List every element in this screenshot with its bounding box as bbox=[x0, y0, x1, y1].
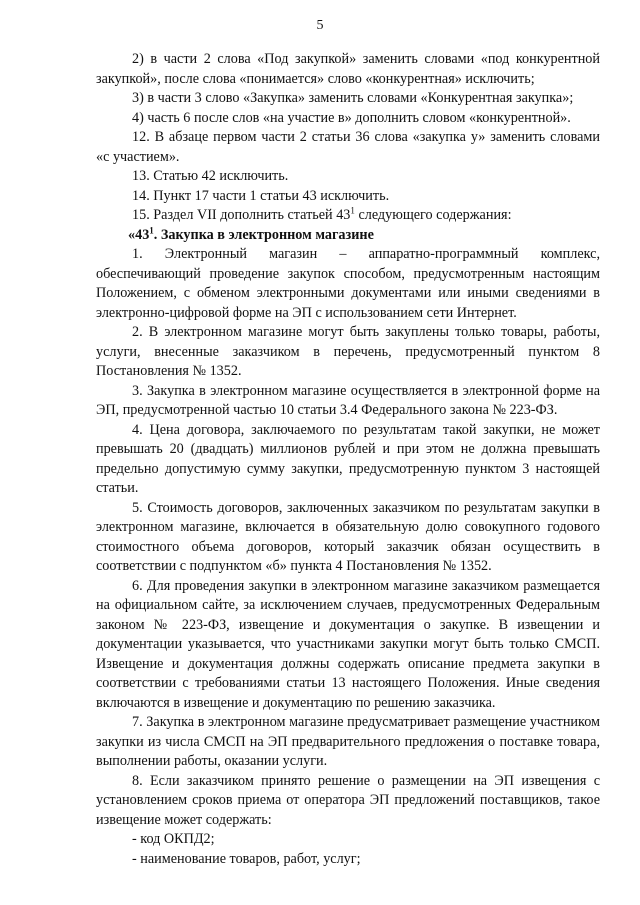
clause-4: 4. Цена договора, заключаемого по результатам такой закупки, не может превышать 20 (двадцать) миллионов рублей и при этом не должна превышать предельно допустимую сумму закупки, предусмотренную пунктом 3 настоящей статьи. bbox=[96, 421, 600, 496]
list-item: - код ОКПД2; bbox=[132, 831, 215, 847]
clause-5: 5. Стоимость договоров, заключенных заказчиком по результатам закупки в электронном магазине, включается в обязательную долю совокупного годового стоимостного объема договоров, который заказчик обязан осуществить в соответствии с подпунктом «б» пункта 4 Постановления № 1352. bbox=[96, 499, 600, 574]
clause-3: 3. Закупка в электронном магазине осуществляется в электронной форме на ЭП, предусмотренной частью 10 статьи 3.4 Федерального закона № 223-ФЗ. bbox=[96, 382, 600, 418]
list-item: - наименование товаров, работ, услуг; bbox=[132, 850, 361, 867]
page-number: 5 bbox=[316, 18, 324, 33]
paragraph-6: 14. Пункт 17 части 1 статьи 43 исключить. bbox=[132, 187, 390, 204]
clause-8: 8. Если заказчиком принято решение о размещении на ЭП извещения с установлением сроков приема от оператора ЭП предложений поставщиков, такое извещение может содержать: bbox=[96, 772, 600, 828]
article-superscript: 1 bbox=[149, 224, 154, 235]
paragraph-7 bbox=[96, 206, 600, 226]
paragraph-7-text: 15. Раздел VII дополнить статьей 43 bbox=[132, 207, 351, 223]
article-title-text: . Закупка в электронном магазине bbox=[153, 226, 374, 243]
paragraph-7-superscript: 1 bbox=[350, 205, 355, 216]
clause-7: 7. Закупка в электронном магазине предусматривает размещение участником закупки из числа СМСП на ЭП предварительного предложения о поставке товара, выполнении работы, оказании услуги. bbox=[96, 714, 600, 769]
document-body bbox=[96, 50, 600, 869]
paragraph-7-tail: следующего содержания: bbox=[354, 207, 512, 223]
clause-2: 2. В электронном магазине могут быть закуплены только товары, работы, услуги, внесенные заказчиком в перечень, предусмотренный пунктом 8 Постановления № 1352. bbox=[96, 324, 600, 379]
clause-6: 6. Для проведения закупки в электронном магазине заказчиком размещается на официальном сайте, за исключением случаев, предусмотренных Федеральным законом № 223-ФЗ, извещение и документация о закупке. В извещении и документации указывается, что участниками закупки могут быть только СМСП. Извещение и документация должны содержать описание предмета закупки в соответствии с требованиями статьи 13 настоящего Положения. Иные сведения включаются в извещение и документацию по решению заказчика. bbox=[96, 577, 600, 711]
paragraph-3: 4) часть 6 после слов «на участие в» дополнить словом «конкурентной». bbox=[132, 109, 571, 126]
paragraph-1: 2) в части 2 слова «Под закупкой» заменить словами «под конкурентной закупкой», после слова «понимается» слово «конкурентная» исключить; bbox=[96, 51, 600, 87]
paragraph-2: 3) в части 3 слово «Закупка» заменить словами «Конкурентная закупка»; bbox=[132, 90, 574, 106]
article-number: «43 bbox=[128, 226, 150, 243]
article-title bbox=[96, 226, 600, 246]
paragraph-5: 13. Статью 42 исключить. bbox=[132, 168, 289, 184]
paragraph-4: 12. В абзаце первом части 2 статьи 36 слова «закупка у» заменить словами «с участием». bbox=[96, 129, 600, 165]
clause-1: 1. Электронный магазин – аппаратно-программный комплекс, обеспечивающий проведение закупок способом, предусмотренным настоящим Положением, с обменом электронными документами или иными сведениями в электронно-цифровой форме на ЭП с использованием сети Интернет. bbox=[96, 246, 600, 321]
